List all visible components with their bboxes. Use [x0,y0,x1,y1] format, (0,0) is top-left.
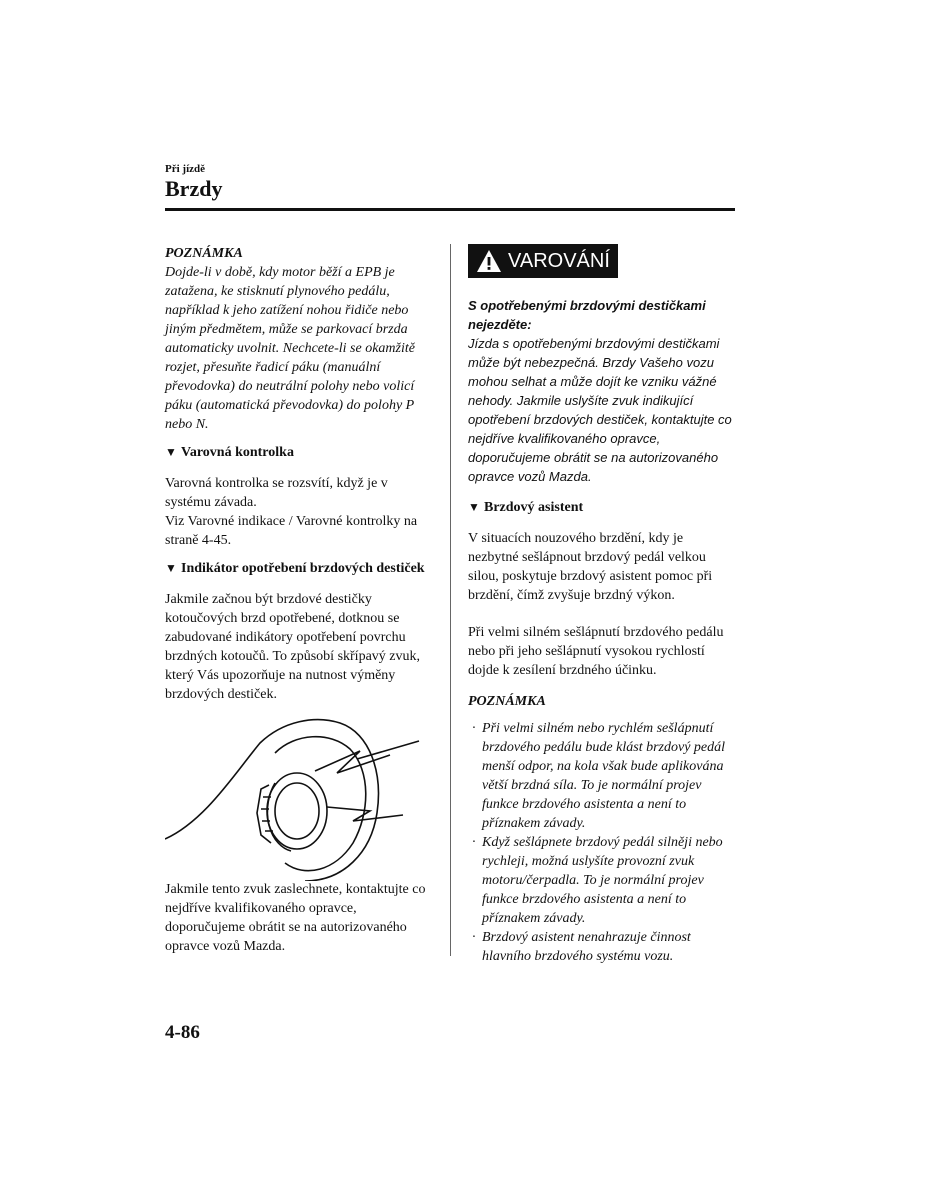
column-divider [450,244,451,956]
brake-disc-illustration [165,713,425,881]
paragraph: Jakmile začnou být brzdové destičky kotoučových brzd opotřebené, dotknou se zabudované indikátory opotřebení povrchu brzdných kotoučů. To způsobí skřípavý zvuk, který Vás upozorňuje na nutnost výměny brzdových destiček. [165,592,420,702]
list-item-text: Při velmi silném nebo rychlém sešlápnutí brzdového pedálu bude klást brzdový pedál menší odpor, na kola však bude aplikována větší brzdná síla. To je normální projev funkce brzdového asistenta a není to příznakem závady. [482,721,726,831]
page-number: 4-86 [165,1022,200,1043]
list-item-text: Když sešlápnete brzdový pedál silněji nebo rychleji, možná uslyšíte provozní zvuk motoru/čerpadla. To je normální projev funkce brzdového asistenta a není to příznakem závady. [482,835,723,926]
dot-icon: · [472,835,476,850]
triangle-down-icon: ▼ [165,561,177,575]
left-column [165,244,427,704]
paragraph: V situacích nouzového brzdění, kdy je nezbytné sešlápnout brzdový pedál velkou silou, poskytuje brzdový asistent pomoc při brzdění, čímž zvyšuje brzdný výkon. [468,531,713,603]
list-item [468,833,736,928]
section-heading-label: Brzdový asistent [484,500,584,515]
section-heading-label: Indikátor opotřebení brzdových destiček [181,561,425,576]
note-body: Dojde-li v době, kdy motor běží a EPB je zatažena, ke stisknutí plynového pedálu, například k jeho zatížení nohou řidiče nebo jiným předmětem, může se parkovací brzda automaticky uvolnit. Nechcete-li se okamžitě rozjet, přesuňte řadicí páku (manuální převodovka) do neutrální polohy nebo volicí páku (automatická převodovka) do polohy P nebo N. [165,265,415,432]
left-column-after-figure [165,880,427,956]
triangle-down-icon: ▼ [468,500,480,514]
warning-heading: S opotřebenými brzdovými destičkami nejezděte: [468,298,706,332]
section-heading-warning-light [165,443,427,462]
dot-icon: · [472,721,476,736]
chapter-label: Při jízdě [165,163,206,175]
warning-banner-label: VAROVÁNÍ [508,249,610,272]
section-heading-label: Varovná kontrolka [181,445,294,460]
note-heading: POZNÁMKA [468,694,546,709]
list-item [468,928,736,966]
title-rule [165,208,735,211]
list-item-text: Brzdový asistent nenahrazuje činnost hlavního brzdového systému vozu. [482,930,691,964]
paragraph: Varovná kontrolka se rozsvítí, když je v systému závada. [165,476,388,510]
section-heading-brake-assist [468,498,736,517]
paragraph: Viz Varovné indikace / Varovné kontrolky na straně 4-45. [165,514,418,548]
right-column [468,244,736,966]
paragraph: Jakmile tento zvuk zaslechnete, kontaktujte co nejdříve kvalifikovaného opravce, doporučujeme obrátit se na autorizovaného opravce vozů Mazda. [165,882,426,954]
warning-triangle-icon [476,249,502,273]
warning-body: Jízda s opotřebenými brzdovými destičkami může být nebezpečná. Brzdy Vašeho vozu mohou selhat a může dojít ke vzniku vážné nehody. Jakmile uslyšíte zvuk indikující opotřebení brzdových destiček, kontaktujte co nejdříve kvalifikovaného opravce, doporučujeme obrátit se na autorizovaného opravce vozů Mazda. [468,336,732,484]
list-item [468,719,736,833]
triangle-down-icon: ▼ [165,445,177,459]
paragraph: Při velmi silném sešlápnutí brzdového pedálu nebo při jeho sešlápnutí vysokou rychlostí dojde k zesílení brzdného účinku. [468,625,724,678]
note-bullet-list [468,719,736,966]
warning-banner [468,244,618,278]
page-title: Brzdy [165,176,223,201]
section-heading-wear-indicator [165,559,427,578]
dot-icon: · [472,930,476,945]
note-heading: POZNÁMKA [165,246,243,261]
